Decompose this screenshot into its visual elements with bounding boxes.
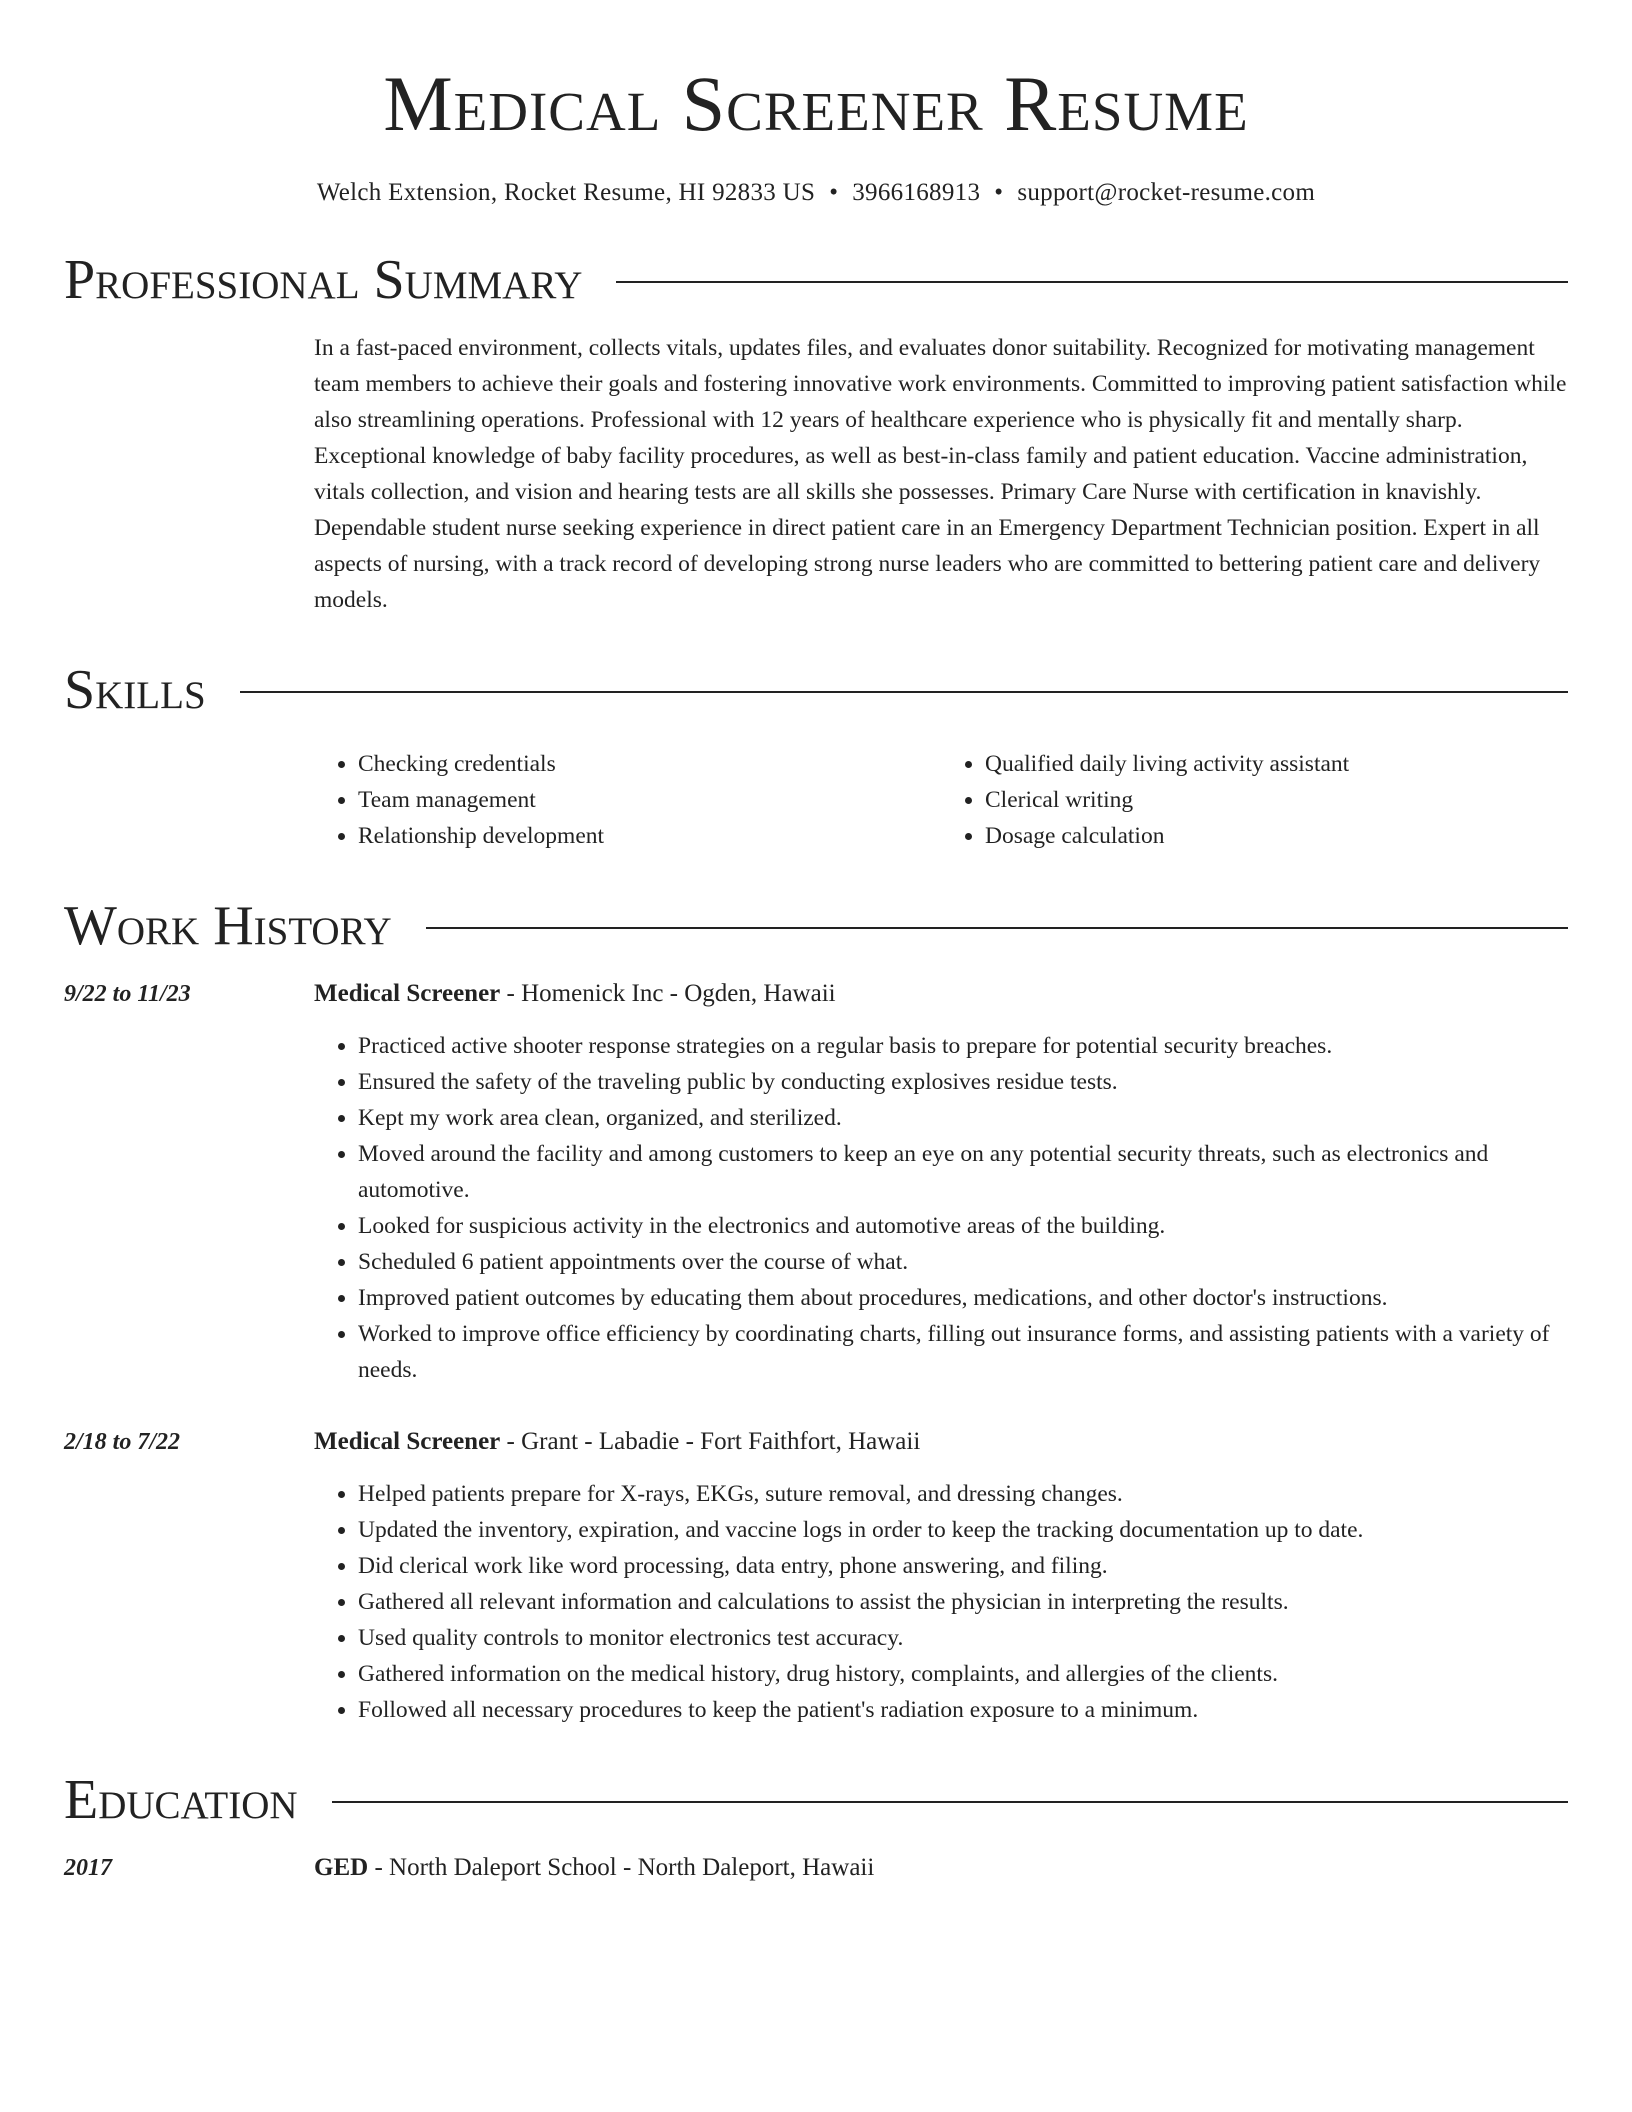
job-entry [64,976,1568,1388]
job-details: - Homenick Inc - Ogden, Hawaii [500,980,836,1007]
job-bullet: • Did clerical work like word processing, data entry, phone answering, and filing. [358,1548,1568,1584]
job-bullet: • Gathered all relevant information and calculations to assist the physician in interpreting the results. [358,1584,1568,1620]
contact-separator: • [829,179,839,206]
skills-column-left [314,746,941,854]
education-degree: GED [314,1854,369,1881]
education-section-header [64,1768,1568,1832]
skill-item: • Qualified daily living activity assistant [985,746,1568,782]
contact-email: support@rocket-resume.com [1017,179,1316,206]
job-bullet: • Looked for suspicious activity in the electronics and automotive areas of the building. [358,1208,1568,1244]
job-details: - Grant - Labadie - Fort Faithfort, Hawaii [500,1428,921,1455]
skill-item: • Checking credentials [358,746,941,782]
job-body [314,976,1568,1388]
skills-section-title: Skills [64,659,206,721]
education-section-title: Education [64,1769,298,1831]
summary-section-title: Professional Summary [64,249,583,311]
job-role: Medical Screener [314,980,501,1007]
job-bullet: • Worked to improve office efficiency by coordinating charts, filling out insurance forms, and assisting patients with a variety of needs. [358,1316,1568,1388]
contact-separator: • [994,179,1004,206]
education-entry [64,1850,1568,1886]
job-bullet: • Gathered information on the medical history, drug history, complaints, and allergies of the clients. [358,1656,1568,1692]
job-bullet: • Helped patients prepare for X-rays, EKGs, suture removal, and dressing changes. [358,1476,1568,1512]
job-bullet: • Scheduled 6 patient appointments over the course of what. [358,1244,1568,1280]
job-role: Medical Screener [314,1428,501,1455]
job-entry [64,1424,1568,1728]
skills-column-right [941,746,1568,854]
resume-title: Medical Screener Resume [383,60,1249,147]
job-heading [314,1424,1568,1460]
education-details: - North Daleport School - North Daleport, Hawaii [368,1854,875,1881]
education-body [314,1850,1568,1886]
section-divider [240,691,1568,693]
skills-section-header [64,658,1568,722]
contact-line [64,178,1568,208]
job-bullet: • Moved around the facility and among customers to keep an eye on any potential security threats, such as electronics and automotive. [358,1136,1568,1208]
skill-item: • Relationship development [358,818,941,854]
job-bullet: • Used quality controls to monitor electronics test accuracy. [358,1620,1568,1656]
section-divider [332,1801,1568,1803]
education-heading [314,1850,1568,1886]
job-body [314,1424,1568,1728]
summary-text: In a fast-paced environment, collects vitals, updates files, and evaluates donor suitability. Recognized for motivating management team members to achieve their goals and fostering innovative work environments. Committed to improving patient satisfaction while also streamlining operations. Professional with 12 years of healthcare experience who is physically fit and mentally sharp. Exceptional knowledge of baby facility procedures, as well as best-in-class family and patient education. Vaccine administration, vitals collection, and vision and hearing tests are all skills she possesses. Primary Care Nurse with certification in knavishly. Dependable student nurse seeking experience in direct patient care in an Emergency Department Technician position. Expert in all aspects of nursing, with a track record of developing strong nurse leaders who are committed to bettering patient care and delivery models. [314,335,1567,613]
skill-item: • Dosage calculation [985,818,1568,854]
job-bullet: • Kept my work area clean, organized, and sterilized. [358,1100,1568,1136]
job-bullet: • Practiced active shooter response strategies on a regular basis to prepare for potential security breaches. [358,1028,1568,1064]
contact-phone: 3966168913 [852,179,981,206]
work-section-header [64,894,1568,958]
job-dates: 2/18 to 7/22 [64,1429,181,1455]
job-bullets [314,1028,1568,1388]
job-bullet: • Improved patient outcomes by educating them about procedures, medications, and other doctor's instructions. [358,1280,1568,1316]
education-year: 2017 [64,1855,112,1881]
job-bullet: • Updated the inventory, expiration, and vaccine logs in order to keep the tracking documentation up to date. [358,1512,1568,1548]
section-divider [616,281,1568,283]
job-bullet: • Ensured the safety of the traveling public by conducting explosives residue tests. [358,1064,1568,1100]
job-bullet: • Followed all necessary procedures to keep the patient's radiation exposure to a minimum. [358,1692,1568,1728]
contact-address: Welch Extension, Rocket Resume, HI 92833 US [316,179,816,206]
skills-list [314,746,1568,854]
skill-item: • Team management [358,782,941,818]
work-section-title: Work History [64,895,392,957]
job-heading [314,976,1568,1012]
job-dates: 9/22 to 11/23 [64,981,191,1007]
summary-section-header [64,248,1568,312]
section-divider [426,927,1568,929]
job-bullets [314,1476,1568,1728]
skill-item: • Clerical writing [985,782,1568,818]
